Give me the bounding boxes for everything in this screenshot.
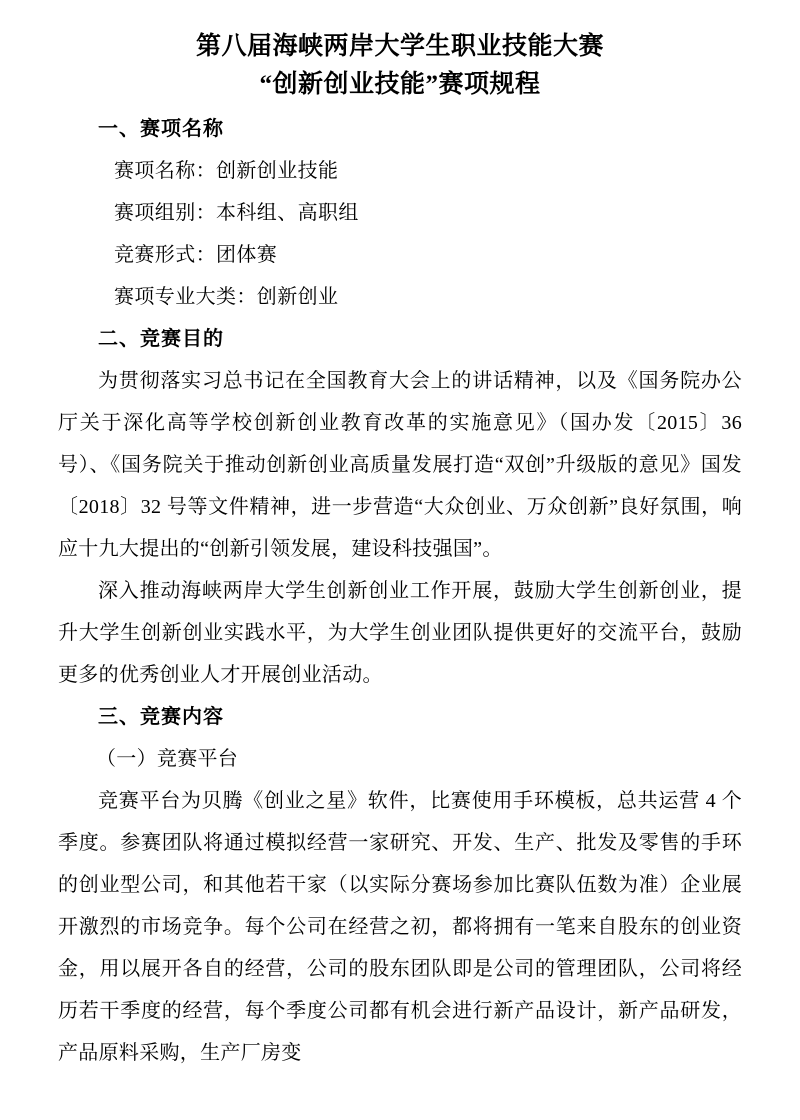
document-title (58, 28, 742, 104)
section-heading-1: 一、赛项名称 (98, 118, 224, 140)
document-title-line-1: 第八届海峡两岸大学生职业技能大赛 (195, 33, 604, 60)
section-heading-2: 二、竞赛目的 (98, 328, 224, 350)
section-2-paragraph-1: 为贯彻落实习总书记在全国教育大会上的讲话精神，以及《国务院办公厅关于深化高等学校创新创业教育改革的实施意见》（国办发〔2015〕36 号）、《国务院关于推动创新创业高质量发展打造“双创”升级版的意见》国发〔2018〕32 号等文件精神，进一步营造“大众创业、万众创新”良好氛围，响应十九大提出的“创新引领发展，建设科技强国”。 (58, 370, 742, 560)
section-1-line-4: 赛项专业大类：创新创业 (114, 286, 339, 308)
document-title-line-2: “创新创业技能”赛项规程 (259, 71, 541, 98)
section-3-subheading: （一）竞赛平台 (96, 748, 239, 770)
section-heading-3: 三、竞赛内容 (98, 706, 224, 728)
section-2-paragraph-2: 深入推动海峡两岸大学生创新创业工作开展，鼓励大学生创新创业，提升大学生创新创业实践水平，为大学生创业团队提供更好的交流平台，鼓励更多的优秀创业人才开展创业活动。 (58, 580, 742, 686)
section-1-line-1: 赛项名称：创新创业技能 (114, 160, 339, 182)
section-1-line-3: 竞赛形式：团体赛 (114, 244, 278, 266)
section-1-line-2: 赛项组别：本科组、高职组 (114, 202, 359, 224)
section-3-paragraph-1: 竞赛平台为贝腾《创业之星》软件，比赛使用手环模板，总共运营 4 个季度。参赛团队将通过模拟经营一家研究、开发、生产、批发及零售的手环的创业型公司，和其他若干家（以实际分赛场参加比赛队伍数为准）企业展开激烈的市场竞争。每个公司在经营之初，都将拥有一笔来自股东的创业资金，用以展开各自的经营，公司的股东团队即是公司的管理团队，公司将经历若干季度的经营，每个季度公司都有机会进行新产品设计，新产品研发，产品原料采购，生产厂房变 (58, 790, 742, 1064)
